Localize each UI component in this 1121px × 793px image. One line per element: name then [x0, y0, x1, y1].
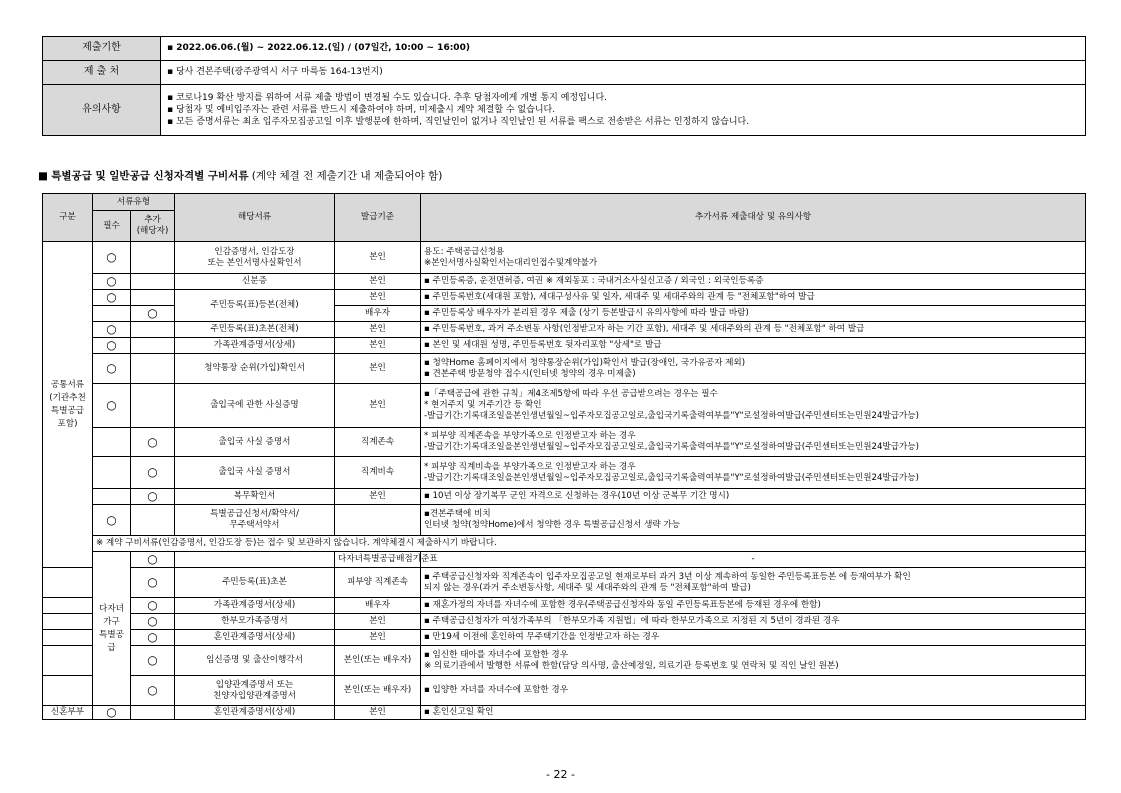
table-row [43, 598, 1086, 614]
notes: ▪ 주택공급신청자가 여성가족부의 「한부모가족 지원법」에 따라 한부모가족으로 지정된 지 5년이 경과된 경우 [421, 614, 1086, 630]
issue-basis: 본인 [335, 274, 421, 290]
document-name: 혼인관계증명서(상세) [175, 706, 335, 720]
group-label: 공통서류 [50, 379, 85, 390]
table-row [43, 536, 1086, 552]
group-multichild [93, 552, 131, 706]
info-label: 제출기한 [43, 37, 161, 61]
note-line: -발급기간:기록대조일을본인생년월일~입주자모집공고일로,출입국기록출력여부를"Y"로설정하여발급(주민센터또는민원24발급가능) [424, 411, 920, 421]
section-title-note: (계약 체결 전 제출기간 내 제출되어야 함) [248, 170, 443, 182]
additional-mark: ○ [131, 489, 175, 505]
required-mark [93, 428, 131, 457]
required-mark [43, 568, 93, 598]
required-mark: ○ [93, 505, 131, 536]
additional-mark: ○ [131, 598, 175, 614]
document-name [175, 242, 335, 274]
issue-basis: 직계존속 [335, 428, 421, 457]
required-mark: ○ [93, 290, 131, 306]
info-value: ▪ 2022.06.06.(월) ~ 2022.06.12.(일) / (07일간, 10:00 ~ 16:00) [161, 37, 1086, 61]
notes [421, 428, 1086, 457]
table-row [43, 354, 1086, 384]
additional-mark [131, 354, 175, 384]
table-row [43, 489, 1086, 505]
note-line: 용도: 주택공급신청용 [424, 246, 505, 257]
required-mark: ○ [93, 338, 131, 354]
required-mark [93, 457, 131, 489]
table-row [43, 457, 1086, 489]
required-mark: ○ [93, 384, 131, 428]
document-name: 주민등록(표)초본 [175, 568, 335, 598]
document-line: 무주택서약서 [229, 520, 280, 530]
document-name: 가족관계증명서(상세) [175, 338, 335, 354]
issue-basis: 본인 [335, 630, 421, 646]
table-row [43, 290, 1086, 306]
note-line: ※본인서명사실확인서는대리인접수및계약불가 [424, 257, 598, 268]
header-category: 구분 [43, 194, 93, 242]
note-line: * 현거주지 및 거주기간 등 확인 [424, 400, 542, 410]
issue-basis: 본인 [335, 290, 421, 306]
submission-info-table [42, 36, 1086, 136]
info-note-line: ▪ 코로나19 확산 방지를 위하여 서류 제출 방법이 변경될 수도 있습니다. 추후 당첨자에게 개별 통지 예정입니다. [167, 92, 608, 103]
additional-mark [131, 706, 175, 720]
issue-basis: 본인 [335, 384, 421, 428]
info-value [161, 85, 1086, 136]
document-name: 주민등록(표)등본(전체) [175, 290, 335, 322]
info-row-deadline [43, 37, 1086, 61]
note-line: ▪ 청약Home 홈페이지에서 청약통장순위(가입)확인서 발급(장애인, 국가유공자 제외) [424, 357, 746, 368]
document-name [175, 676, 335, 706]
document-name: 복무확인서 [175, 489, 335, 505]
additional-mark [131, 505, 175, 536]
notes [421, 384, 1086, 428]
issue-basis: 본인(또는 배우자) [335, 646, 421, 676]
required-mark: ○ [93, 274, 131, 290]
notes: ▪ 입양한 자녀를 자녀수에 포함한 경우 [421, 676, 1086, 706]
table-row [43, 706, 1086, 720]
additional-mark [175, 552, 335, 568]
issue-basis: 배우자 [335, 306, 421, 322]
common-footnote: ※ 계약 구비서류(인감증명서, 인감도장 등)는 접수 및 보관하지 않습니다. 계약체결시 제출하시기 바랍니다. [93, 536, 1086, 552]
page-number: - 22 - [546, 768, 575, 781]
document-name: 임신증명 및 출산이행각서 [175, 646, 335, 676]
group-label: 포함) [57, 418, 78, 429]
additional-mark: ○ [131, 646, 175, 676]
issue-basis: 본인 [335, 614, 421, 630]
notes [421, 457, 1086, 489]
header-required: 필수 [93, 211, 131, 242]
document-name: 다자녀특별공급배점기준표 [335, 552, 421, 568]
required-mark [93, 489, 131, 505]
table-row [43, 428, 1086, 457]
header-document: 해당서류 [175, 194, 335, 242]
note-line: ※ 의료기관에서 발행한 서류에 한함(담당 의사명, 출산예정일, 의료기관 등록번호 및 연락처 및 직인 날인 원본) [424, 660, 839, 671]
header-additional-label: 추가 [144, 215, 161, 225]
issue-basis: 본인(또는 배우자) [335, 676, 421, 706]
table-row [43, 552, 1086, 568]
document-name: 출입국 사실 증명서 [175, 457, 335, 489]
required-mark [43, 646, 93, 676]
notes: ▪ 주민등록번호, 과거 주소변동 사항(인정받고자 하는 기간 포함), 세대주 및 세대주와의 관계 등 "전체포함" 하여 발급 [421, 322, 1086, 338]
table-row [43, 322, 1086, 338]
info-note-line: ▪ 당첨자 및 예비입주자는 관련 서류를 반드시 제출하여야 하며, 미제출시 계약 체결할 수 없습니다. [167, 104, 556, 115]
note-line: ▪ 주택공급신청자와 직계존속이 입주자모집공고일 현재로부터 과거 3년 이상 계속하여 동일한 주민등록표등본 에 등재여부가 확인 [424, 571, 911, 582]
notes [421, 354, 1086, 384]
table-row [43, 384, 1086, 428]
header-issue-basis: 발급기준 [335, 194, 421, 242]
required-mark: ○ [93, 322, 131, 338]
note-line: 인터넷 청약(청약Home)에서 청약한 경우 특별공급신청서 생략 가능 [424, 520, 681, 530]
info-row-location [43, 61, 1086, 85]
info-row-notes [43, 85, 1086, 136]
issue-basis: 본인 [335, 489, 421, 505]
document-line: 또는 본인서명사실확인서 [207, 257, 302, 268]
notes: ▪ 주민등록상 배우자가 분리된 경우 제출 (상기 등본발급시 유의사항에 따라 발급 바람) [421, 306, 1086, 322]
group-label: (기관추천 [49, 392, 86, 403]
header-row [43, 194, 1086, 211]
table-row [43, 338, 1086, 354]
notes: ▪ 10년 이상 장기복무 군인 자격으로 신청하는 경우(10년 이상 군복무 기간 명시) [421, 489, 1086, 505]
notes [421, 505, 1086, 536]
notes: ▪ 본인 및 세대원 성명, 주민등록번호 뒷자리포함 "상세"로 발급 [421, 338, 1086, 354]
group-common [43, 242, 93, 568]
document-name: 청약통장 순위(가입)확인서 [175, 354, 335, 384]
note-line: ▪「주택공급에 관한 규칙」제4조제5항에 따라 우선 공급받으려는 경우는 필수 [424, 389, 718, 399]
notes: ▪ 주민등록증, 운전면허증, 여권 ※ 재외동포 : 국내거소사실신고증 / 외국인 : 외국인등록증 [421, 274, 1086, 290]
issue-basis: 배우자 [335, 598, 421, 614]
additional-mark [131, 242, 175, 274]
additional-mark [131, 384, 175, 428]
notes: ▪ 주민등록번호(세대원 포함), 세대구성사유 및 일자, 세대주 및 세대주와의 관계 등 "전체포함"하여 발급 [421, 290, 1086, 306]
additional-mark: ○ [131, 614, 175, 630]
info-label: 제 출 처 [43, 61, 161, 85]
required-mark [43, 598, 93, 614]
header-notes: 추가서류 제출대상 및 유의사항 [421, 194, 1086, 242]
required-mark: ○ [93, 706, 131, 720]
additional-mark: ○ [131, 428, 175, 457]
issue-basis: 본인 [335, 242, 421, 274]
note-line: -발급기간:기록대조일을본인생년월일~입주자모집공고일로,출입국기록출력여부를"Y"로설정하여발급(주민센터또는민원24발급가능) [424, 442, 920, 452]
document-line: 특별공급신청서/확약서/ [210, 509, 299, 519]
table-row [43, 614, 1086, 630]
group-label: 다자녀가구 [99, 603, 124, 627]
info-value: ▪ 당사 견본주택(광주광역시 서구 마륵동 164-13번지) [161, 61, 1086, 85]
note-line: ▪견본주택에 비치 [424, 509, 491, 519]
required-documents-table [42, 193, 1086, 720]
issue-basis: 본인 [335, 338, 421, 354]
additional-mark: ○ [131, 306, 175, 322]
note-line: * 피부양 직계비속을 부양가족으로 인정받고자 하는 경우 [424, 461, 636, 472]
required-mark: ○ [93, 354, 131, 384]
notes [421, 568, 1086, 598]
required-mark [93, 306, 131, 322]
table-row [43, 274, 1086, 290]
additional-mark: ○ [131, 568, 175, 598]
section-marker: ■ [38, 170, 48, 182]
group-newlywed: 신혼부부 [43, 706, 93, 720]
table-row [43, 676, 1086, 706]
document-name: 신분증 [175, 274, 335, 290]
document-name: 주민등록(표)초본(전체) [175, 322, 335, 338]
required-mark [43, 676, 93, 706]
issue-basis: 본인 [335, 354, 421, 384]
required-mark: ○ [93, 242, 131, 274]
document-name [175, 505, 335, 536]
info-label: 유의사항 [43, 85, 161, 136]
required-mark [43, 614, 93, 630]
table-row [43, 646, 1086, 676]
section-title [38, 168, 442, 183]
table-row [43, 505, 1086, 536]
issue-basis: - [421, 552, 1086, 568]
document-name: 혼인관계증명서(상세) [175, 630, 335, 646]
note-line: 되지 않는 경우(과거 주소변동사항, 세대주 및 세대주와의 관계 등 "전체포함"하여 발급) [424, 582, 751, 593]
document-line: 입양관계증명서 또는 [215, 679, 294, 690]
additional-mark [131, 338, 175, 354]
additional-mark: ○ [131, 457, 175, 489]
document-line: 친양자입양관계증명서 [212, 690, 297, 701]
table-row [43, 242, 1086, 274]
additional-mark [131, 274, 175, 290]
header-doc-type: 서류유형 [93, 194, 175, 211]
note-line: ▪ 견본주택 방문청약 접수시(인터넷 청약의 경우 미제출) [424, 368, 636, 379]
note-line: * 피부양 직계존속을 부양가족으로 인정받고자 하는 경우 [424, 431, 636, 441]
document-name: 가족관계증명서(상세) [175, 598, 335, 614]
notes: ▪ 만19세 이전에 혼인하여 무주택기간을 인정받고자 하는 경우 [421, 630, 1086, 646]
table-row [43, 568, 1086, 598]
issue-basis: 본인 [335, 322, 421, 338]
issue-basis: 피부양 직계존속 [335, 568, 421, 598]
notes: ▪ 재혼가정의 자녀를 자녀수에 포함한 경우(주택공급신청자와 동일 주민등록표등본에 등재된 경우에 한함) [421, 598, 1086, 614]
group-label: 특별공급 [99, 629, 124, 653]
notes [421, 242, 1086, 274]
document-name: 한부모가족증명서 [175, 614, 335, 630]
table-row [43, 630, 1086, 646]
additional-mark: ○ [131, 676, 175, 706]
group-label: 특별공급 [50, 405, 85, 416]
issue-basis: 직계비속 [335, 457, 421, 489]
note-line: ▪ 임신한 태아를 자녀수에 포함한 경우 [424, 649, 569, 660]
notes: ▪ 혼인신고일 확인 [421, 706, 1086, 720]
document-name: 출입국에 관한 사실증명 [175, 384, 335, 428]
note-line: -발급기간:기록대조일을본인생년월일~입주자모집공고일로,출입국기록출력여부를"Y"로설정하여발급(주민센터또는민원24발급가능) [424, 472, 920, 483]
additional-mark [131, 322, 175, 338]
issue-basis: 본인 [335, 706, 421, 720]
notes [421, 646, 1086, 676]
section-title-bold: 특별공급 및 일반공급 신청자격별 구비서류 [51, 170, 249, 182]
header-additional [131, 211, 175, 242]
issue-basis [335, 505, 421, 536]
additional-mark [131, 290, 175, 306]
additional-mark: ○ [131, 630, 175, 646]
required-mark: ○ [131, 552, 175, 568]
info-note-line: ▪ 모든 증명서류는 최초 입주자모집공고일 이후 발행분에 한하며, 직인날인이 없거나 직인날인 된 서류를 팩스로 전송받은 서류는 인정하지 않습니다. [167, 117, 750, 128]
document-line: 인감증명서, 인감도장 [214, 246, 295, 257]
required-mark [43, 630, 93, 646]
document-name: 출입국 사실 증명서 [175, 428, 335, 457]
header-additional-sub: (해당자) [136, 226, 169, 236]
